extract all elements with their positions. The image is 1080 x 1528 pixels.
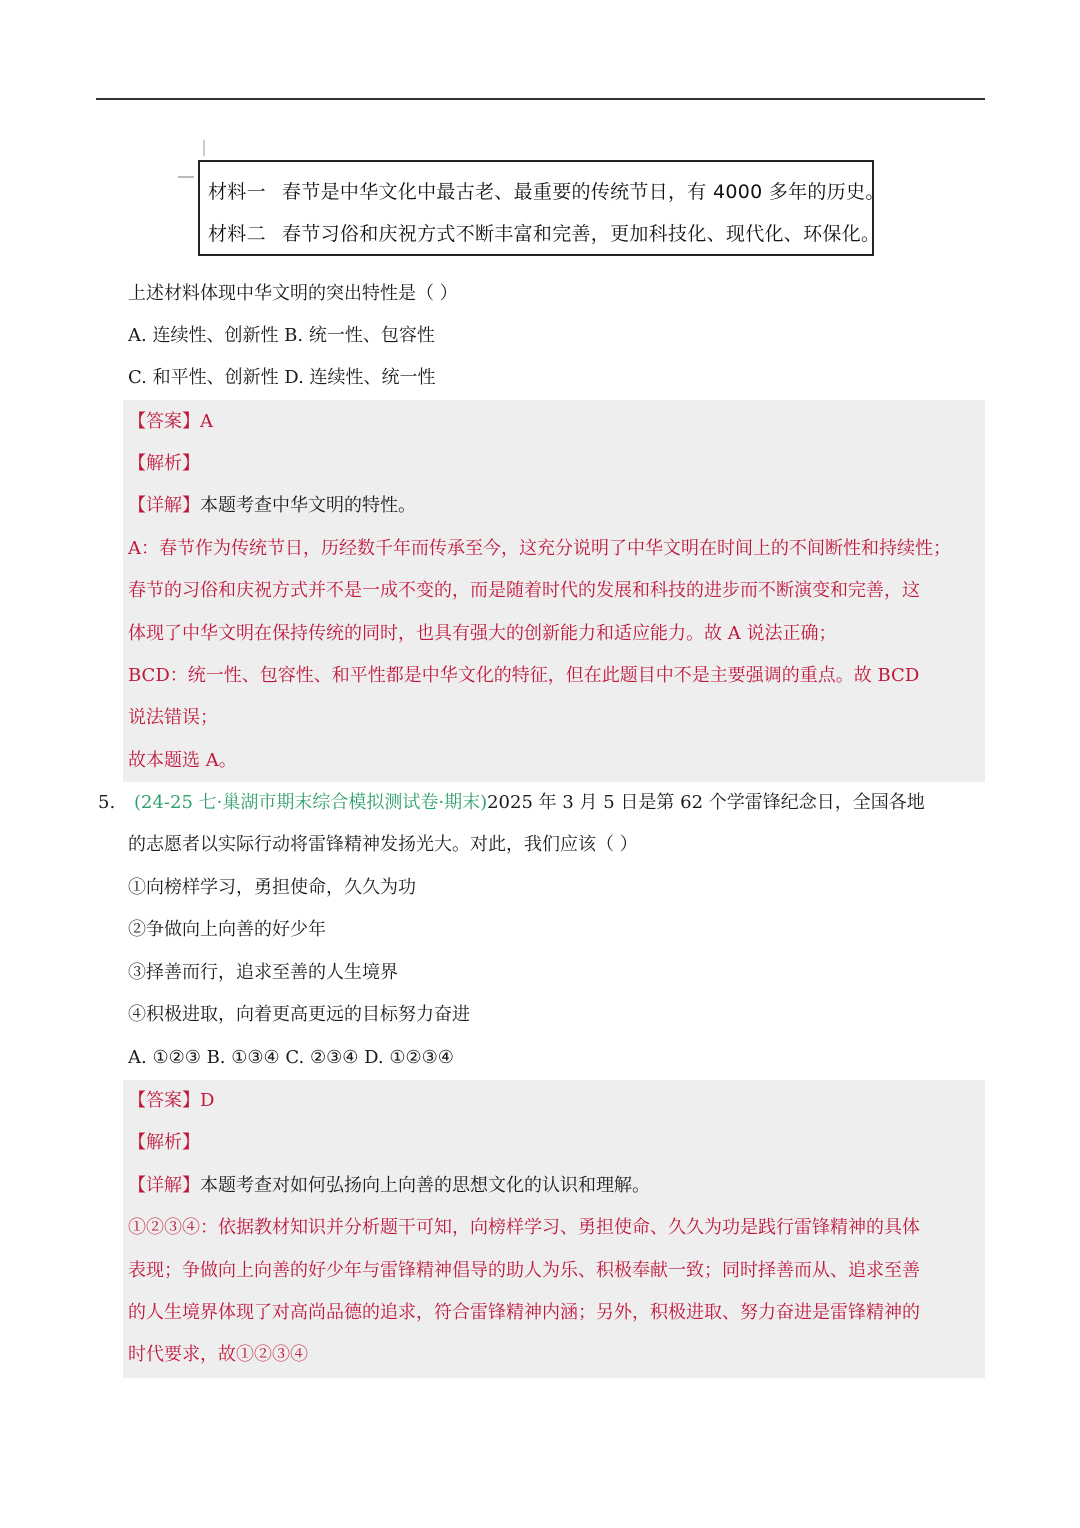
detail-intro: 本题考查对如何弘扬向上向善的思想文化的认识和理解。 <box>200 1175 650 1196</box>
q5-options: A. ①②③ B. ①③④ C. ②③④ D. ①②③④ <box>128 1047 454 1068</box>
corner-mark <box>203 140 205 156</box>
q4-analysis-tag: 【解析】 <box>128 453 200 474</box>
detail-tag: 【详解】 <box>128 495 200 516</box>
material-two <box>208 214 881 256</box>
q4-explain-line: 体现了中华文明在保持传统的同时，也具有强大的创新能力和适应能力。故 A 说法正确； <box>128 623 837 644</box>
material-two-label: 材料二 <box>208 223 266 245</box>
material-two-text: 春节习俗和庆祝方式不断丰富和完善，更加科技化、现代化、环保化。 <box>282 223 881 245</box>
q5-analysis-tag: 【解析】 <box>128 1132 200 1153</box>
q4-explain-line: 故本题选 A。 <box>128 750 237 771</box>
q5-explain-line: 表现；争做向上向善的好少年与雷锋精神倡导的助人为乐、积极奉献一致；同时择善而从、追求至善 <box>128 1260 920 1281</box>
q5-item: ②争做向上向善的好少年 <box>128 919 326 940</box>
q5-explain-line: ①②③④：依据教材知识并分析题干可知，向榜样学习、勇担使命、久久为功是践行雷锋精神的具体 <box>128 1217 920 1238</box>
q5-detail <box>128 1173 650 1199</box>
detail-intro: 本题考查中华文明的特性。 <box>200 495 416 516</box>
q5-item: ③择善而行，追求至善的人生境界 <box>128 962 398 983</box>
material-one-text: 春节是中华文化中最古老、最重要的传统节日，有 4000 多年的历史。 <box>282 181 885 203</box>
corner-mark <box>178 176 194 178</box>
q5-number: 5. <box>98 792 116 813</box>
q4-stem: 上述材料体现中华文明的突出特性是（ ） <box>128 283 458 304</box>
q5-explain-line: 时代要求，故①②③④ <box>128 1344 308 1365</box>
q4-explain-line: 春节的习俗和庆祝方式并不是一成不变的，而是随着时代的发展和科技的进步而不断演变和完善，这 <box>128 580 920 601</box>
q5-source: (24-25 七·巢湖市期末综合模拟测试卷·期末) <box>134 792 488 813</box>
q4-options-line2: C. 和平性、创新性 D. 连续性、统一性 <box>128 367 436 388</box>
q5-explain-line: 的人生境界体现了对高尚品德的追求，符合雷锋精神内涵；另外，积极进取、努力奋进是雷锋精神的 <box>128 1302 920 1323</box>
q5-stem-line1 <box>134 790 925 816</box>
answer-value: A <box>200 411 213 432</box>
q5-stem-text: 2025 年 3 月 5 日是第 62 个学雷锋纪念日，全国各地 <box>487 792 925 813</box>
q4-answer <box>128 409 213 435</box>
q4-options-line1: A. 连续性、创新性 B. 统一性、包容性 <box>128 325 435 346</box>
material-one <box>208 172 885 214</box>
q4-explain-line: A：春节作为传统节日，历经数千年而传承至今，这充分说明了中华文明在时间上的不间断性和持续性； <box>128 538 951 559</box>
q5-item: ①向榜样学习，勇担使命，久久为功 <box>128 877 416 898</box>
answer-value: D <box>200 1090 215 1111</box>
header-rule <box>96 98 985 100</box>
detail-tag: 【详解】 <box>128 1175 200 1196</box>
q5-answer <box>128 1088 214 1114</box>
q5-item: ④积极进取，向着更高更远的目标努力奋进 <box>128 1004 470 1025</box>
q4-explain-line: BCD：统一性、包容性、和平性都是中华文化的特征，但在此题目中不是主要强调的重点。故 BCD <box>128 665 920 686</box>
answer-tag: 【答案】 <box>128 1090 200 1111</box>
q5-stem-line2: 的志愿者以实际行动将雷锋精神发扬光大。对此，我们应该（ ） <box>128 834 638 855</box>
q4-detail <box>128 493 416 519</box>
materials-box <box>198 160 885 256</box>
answer-tag: 【答案】 <box>128 411 200 432</box>
material-one-label: 材料一 <box>208 181 266 203</box>
q4-explain-line: 说法错误； <box>128 707 218 728</box>
